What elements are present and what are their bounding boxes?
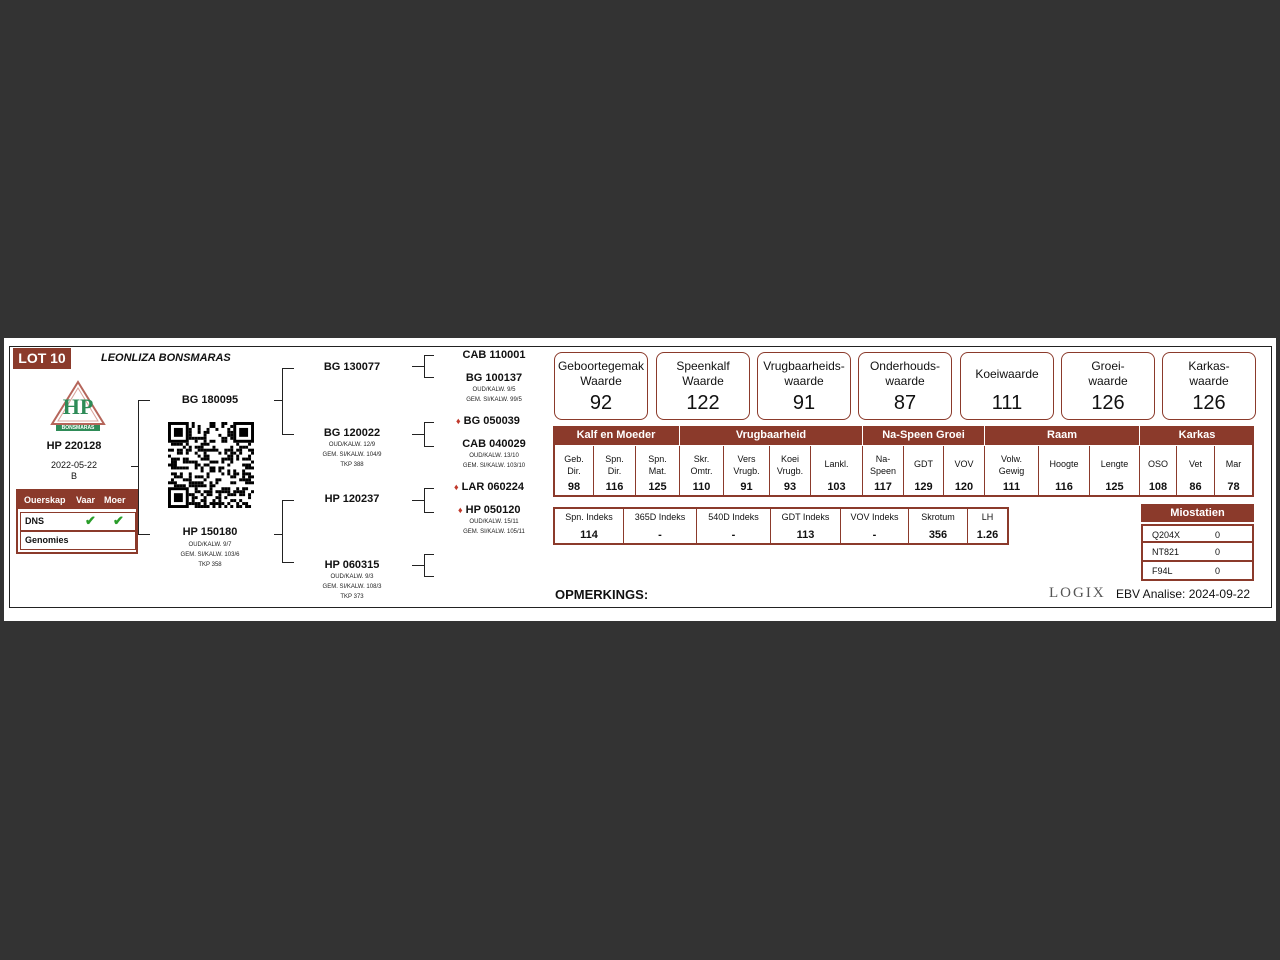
pedigree-line	[424, 355, 434, 356]
index-cell: LH 1.26	[976, 512, 999, 541]
header-moer: Moer	[104, 495, 126, 505]
pedigree-line	[138, 400, 139, 534]
index-cell: VOV Indeks -	[841, 509, 909, 543]
ebv-box-groei	[1061, 352, 1155, 420]
trait-cell: Lengte 125	[1090, 446, 1140, 496]
pedigree-line	[412, 565, 424, 566]
parentage-row-genomies	[20, 531, 136, 550]
trait-cell: Spn. Mat. 125	[636, 446, 680, 496]
pedigree-line	[424, 576, 434, 577]
ss-reg: BG 130077	[323, 361, 381, 373]
dss-reg: LAR 060224	[461, 481, 525, 493]
header-vaar: Vaar	[76, 495, 96, 505]
lot-number: LOT 10	[13, 348, 71, 369]
index-cell: 540D Indeks -	[697, 509, 771, 543]
group-na-speen-groei: Na-Speen Groei	[863, 426, 985, 445]
animal-reg: HP 220128	[46, 440, 102, 452]
group-kalf-en-moeder: Kalf en Moeder	[553, 426, 680, 445]
dd-gem: GEM. SI/KALW. 108/3	[322, 584, 382, 590]
pedigree-line	[424, 488, 425, 512]
pedigree-line	[424, 554, 434, 555]
trait-cell: Vet 86	[1177, 446, 1215, 496]
sd-reg: BG 120022	[323, 427, 381, 439]
dd-reg: HP 060315	[324, 559, 380, 571]
pedigree-line	[282, 562, 294, 563]
ebv-title: Koeiwaarde	[975, 367, 1039, 381]
logo-caption: BONSMARAS	[61, 425, 95, 431]
pedigree-line	[274, 400, 282, 401]
trait-cell: Lankl. 103	[811, 446, 863, 496]
ebv-box-koeiwaarde	[960, 352, 1054, 420]
pedigree-line	[412, 500, 424, 501]
marker-icon: ♦	[458, 505, 463, 515]
ebv-title: Geboortegemak Waarde	[557, 359, 645, 388]
parentage-header	[18, 491, 136, 509]
ebv-box-geboortegemak	[554, 352, 648, 420]
logo-letters: HP	[62, 394, 94, 419]
pedigree-line	[424, 554, 425, 576]
miostatien-row: Q204X 0	[1141, 524, 1254, 543]
dsd-reg: HP 050120	[465, 504, 521, 516]
sd-gem: GEM. SI/KALW. 104/9	[322, 452, 382, 458]
ebv-title: Groei- waarde	[1088, 359, 1128, 388]
ebv-value: 87	[893, 392, 917, 414]
pedigree-line	[274, 534, 282, 535]
index-cell: 365D Indeks -	[624, 509, 697, 543]
pedigree-line	[412, 434, 424, 435]
logix-logo: LOGIX	[1049, 585, 1106, 601]
index-cell: Skrotum 356	[909, 509, 968, 543]
pedigree-line	[424, 377, 434, 378]
pedigree-line	[282, 500, 294, 501]
group-raam: Raam	[985, 426, 1140, 445]
trait-cell: Hoogte 116	[1039, 446, 1090, 496]
ebv-box-karkas	[1162, 352, 1256, 420]
dsd-entry	[458, 504, 558, 516]
trait-cell: Mar 78	[1225, 459, 1242, 493]
pedigree-line	[424, 355, 425, 377]
dd-tkp: TKP 373	[340, 594, 364, 600]
ebv-value: 122	[686, 392, 720, 414]
ssd-gem: GEM. SI/KALW. 99/5	[466, 397, 522, 403]
ssd-reg: BG 100137	[465, 372, 523, 384]
qr-code-icon	[168, 422, 254, 508]
marker-icon: ♦	[456, 416, 461, 426]
pedigree-line	[138, 400, 150, 401]
dsd-oud: OUD/KALW. 15/11	[469, 519, 519, 525]
ebv-box-onderhouds	[858, 352, 952, 420]
ebv-title: Karkas- waarde	[1188, 359, 1230, 388]
dam-stats	[160, 540, 260, 570]
ebv-value: 126	[1091, 392, 1125, 414]
pedigree-line	[424, 512, 434, 513]
pedigree-line	[424, 488, 434, 489]
dam-reg: HP 150180	[182, 526, 238, 538]
ssd-oud: OUD/KALW. 9/5	[472, 387, 516, 393]
remarks-label: OPMERKINGS:	[555, 587, 649, 602]
trait-cell: Geb. Dir. 98	[555, 446, 594, 496]
pedigree-line	[424, 422, 434, 423]
pedigree-line	[282, 500, 283, 562]
miostatien-row: F94L 0	[1141, 562, 1254, 581]
trait-cell: Vers Vrugb. 91	[724, 446, 770, 496]
ebv-value: 111	[991, 392, 1023, 414]
ebv-box-vrugbaarheid	[757, 352, 851, 420]
trait-cell: Na- Speen 117	[863, 446, 904, 496]
parentage-row-dns	[20, 512, 136, 531]
parentage-table	[16, 489, 138, 554]
sds-entry	[456, 415, 556, 427]
pedigree-line	[138, 534, 150, 535]
sds-reg: BG 050039	[463, 415, 520, 427]
animal-dob: 2022-05-22	[50, 460, 98, 470]
ssd-stats	[444, 385, 544, 405]
group-karkas: Karkas	[1140, 426, 1254, 445]
trait-cell: GDT 129	[904, 446, 944, 496]
breeder-logo	[50, 380, 106, 434]
pedigree-line	[282, 368, 294, 369]
check-icon: ✔	[113, 513, 124, 528]
header-ouerskap: Ouerskap	[24, 495, 66, 505]
sss-reg: CAB 110001	[462, 349, 526, 361]
dam-oud: OUD/KALW. 9/7	[188, 542, 232, 548]
sd-stats	[302, 440, 402, 470]
miostatien-row: NT821 0	[1141, 543, 1254, 562]
sire-reg: BG 180095	[181, 394, 239, 406]
pedigree-line	[282, 368, 283, 434]
ebv-value: 91	[792, 392, 816, 414]
trait-cell: Volw. Gewig 111	[985, 446, 1039, 496]
dam-tkp: TKP 358	[198, 562, 222, 568]
marker-icon: ♦	[454, 482, 459, 492]
pedigree-line	[131, 466, 138, 467]
sd-tkp: TKP 388	[340, 462, 364, 468]
ebv-box-speenkalf	[656, 352, 750, 420]
dd-stats	[302, 572, 402, 602]
sd-oud: OUD/KALW. 12/9	[328, 442, 376, 448]
ebv-title: Vrugbaarheids- waarde	[763, 359, 845, 388]
animal-name: LEONLIZA BONSMARAS	[101, 352, 231, 364]
sdd-reg: CAB 040029	[462, 438, 526, 450]
ds-reg: HP 120237	[324, 493, 380, 505]
lot-card	[4, 338, 1276, 621]
trait-cell: Koei Vrugb. 93	[770, 446, 811, 496]
pedigree-line	[424, 422, 425, 446]
ebv-value: 126	[1192, 392, 1226, 414]
dss-entry	[454, 481, 554, 493]
ebv-title: Speenkalf Waarde	[676, 359, 730, 388]
pedigree-line	[412, 366, 424, 367]
pedigree-line	[424, 446, 434, 447]
trait-cell: VOV 120	[944, 446, 985, 496]
ebv-analysis-date: EBV Analise: 2024-09-22	[1116, 587, 1251, 601]
ebv-title: Onderhouds- waarde	[869, 359, 941, 388]
check-icon: ✔	[85, 513, 96, 528]
row-label: Genomies	[25, 535, 69, 545]
sdd-gem: GEM. SI/KALW. 103/10	[462, 463, 526, 469]
ebv-value: 92	[589, 392, 613, 414]
dsd-stats	[444, 517, 544, 537]
row-label: DNS	[25, 516, 45, 526]
qr-code	[168, 422, 254, 508]
sdd-stats	[444, 451, 544, 471]
index-cell: Spn. Indeks 114	[555, 509, 624, 543]
dam-gem: GEM. SI/KALW. 103/6	[180, 552, 240, 558]
pedigree-line	[282, 434, 294, 435]
trait-cell: Spn. Dir. 116	[594, 446, 636, 496]
trait-cell: Skr. Omtr. 110	[680, 446, 724, 496]
miostatien-title: Miostatien	[1141, 504, 1254, 522]
index-cell: GDT Indeks 113	[771, 509, 841, 543]
trait-cell: OSO 108	[1140, 446, 1177, 496]
dd-oud: OUD/KALW. 9/3	[330, 574, 374, 580]
animal-grade: B	[70, 471, 77, 481]
group-vrugbaarheid: Vrugbaarheid	[680, 426, 863, 445]
sdd-oud: OUD/KALW. 13/10	[469, 453, 519, 459]
dsd-gem: GEM. SI/KALW. 105/11	[463, 529, 525, 535]
